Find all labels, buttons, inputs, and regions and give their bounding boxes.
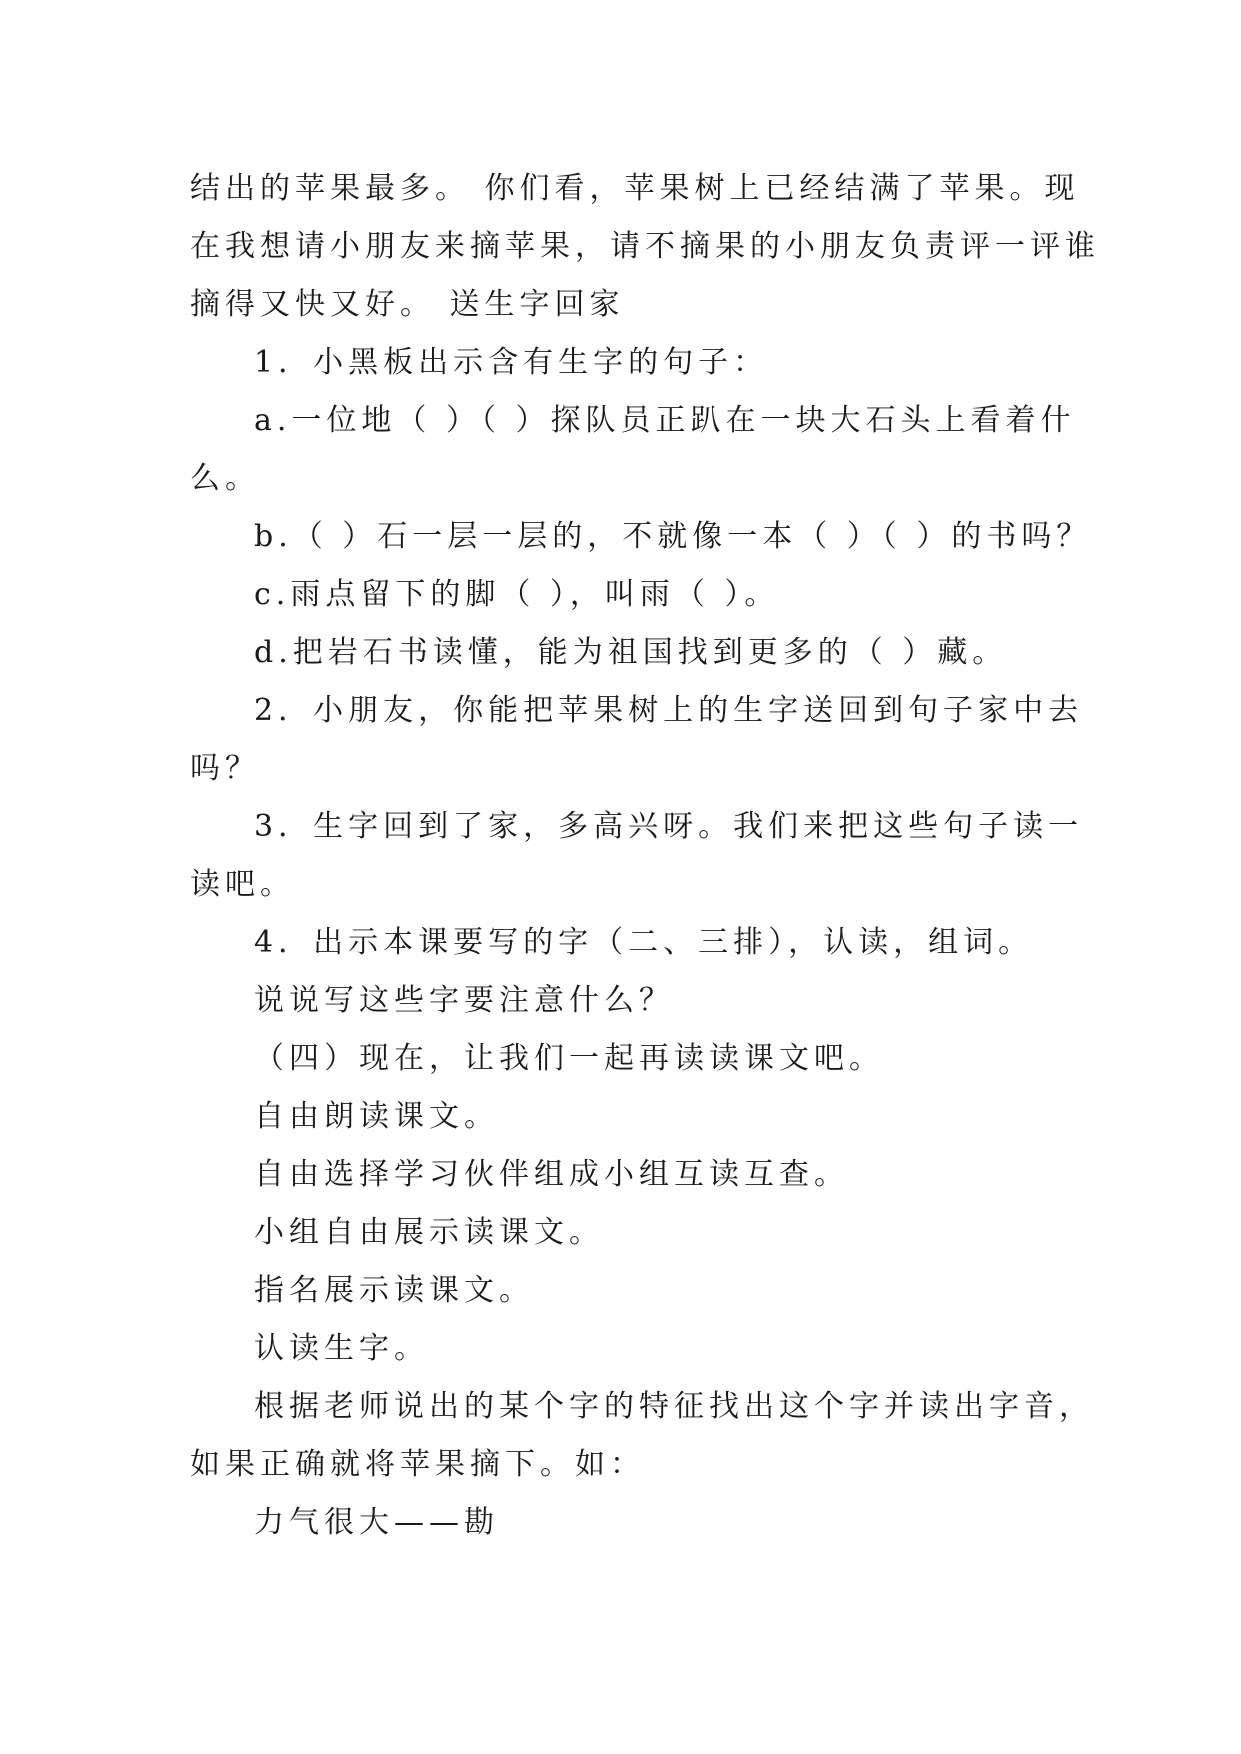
text-line: 指名展示读课文。 <box>254 1273 534 1308</box>
text-line: 认读生字。 <box>254 1331 429 1366</box>
text-line: 2．小朋友，你能把苹果树上的生字送回到句子家中去 <box>254 693 1084 728</box>
text-line: 自由朗读课文。 <box>254 1099 499 1134</box>
paragraph <box>190 334 1060 392</box>
text-line: 么。 <box>190 461 260 496</box>
text-line: b.（ ）石一层一层的，不就像一本（ ）（ ）的书吗？ <box>254 519 1092 554</box>
document-body <box>190 160 1100 1552</box>
text-line: （四）现在，让我们一起再读读课文吧。 <box>254 1041 884 1076</box>
paragraph <box>190 1262 1060 1320</box>
text-line: 摘得又快又好。 送生字回家 <box>190 287 625 322</box>
paragraph <box>190 682 1084 798</box>
paragraph <box>190 798 1084 914</box>
text-line: 自由选择学习伙伴组成小组互读互查。 <box>254 1157 849 1192</box>
paragraph <box>190 972 1060 1030</box>
text-line: d.把岩石书读懂，能为祖国找到更多的（ ）藏。 <box>254 635 1008 670</box>
text-line: 在我想请小朋友来摘苹果，请不摘果的小朋友负责评一评谁 <box>190 229 1100 264</box>
paragraph <box>190 1204 1060 1262</box>
text-line: 1．小黑板出示含有生字的句子： <box>254 345 769 380</box>
paragraph <box>190 1030 1060 1088</box>
paragraph <box>190 392 1076 508</box>
paragraph <box>190 914 1060 972</box>
text-line: 小组自由展示读课文。 <box>254 1215 604 1250</box>
paragraph <box>190 1088 1060 1146</box>
paragraph <box>190 508 1092 566</box>
text-line: 结出的苹果最多。 你们看，苹果树上已经结满了苹果。现 <box>190 171 1080 206</box>
text-line: c.雨点留下的脚（ ），叫雨（ ）。 <box>254 577 780 612</box>
text-line: 4．出示本课要写的字（二、三排），认读，组词。 <box>254 925 1034 960</box>
text-line: 根据老师说出的某个字的特征找出这个字并读出字音， <box>254 1389 1094 1424</box>
text-line: 力气很大——勘 <box>254 1505 499 1540</box>
paragraph <box>190 1320 1060 1378</box>
text-line: 读吧。 <box>190 867 295 902</box>
paragraph <box>190 1378 1094 1494</box>
paragraph <box>190 566 1060 624</box>
paragraph <box>190 1494 1060 1552</box>
text-line: 3．生字回到了家，多高兴呀。我们来把这些句子读一 <box>254 809 1084 844</box>
text-line: a.一位地（ ）（ ）探队员正趴在一块大石头上看着什 <box>254 403 1076 438</box>
paragraph <box>190 160 1100 334</box>
paragraph <box>190 624 1060 682</box>
text-line: 如果正确就将苹果摘下。如： <box>190 1447 645 1482</box>
text-line: 吗？ <box>190 751 260 786</box>
paragraph <box>190 1146 1060 1204</box>
text-line: 说说写这些字要注意什么？ <box>254 983 674 1018</box>
